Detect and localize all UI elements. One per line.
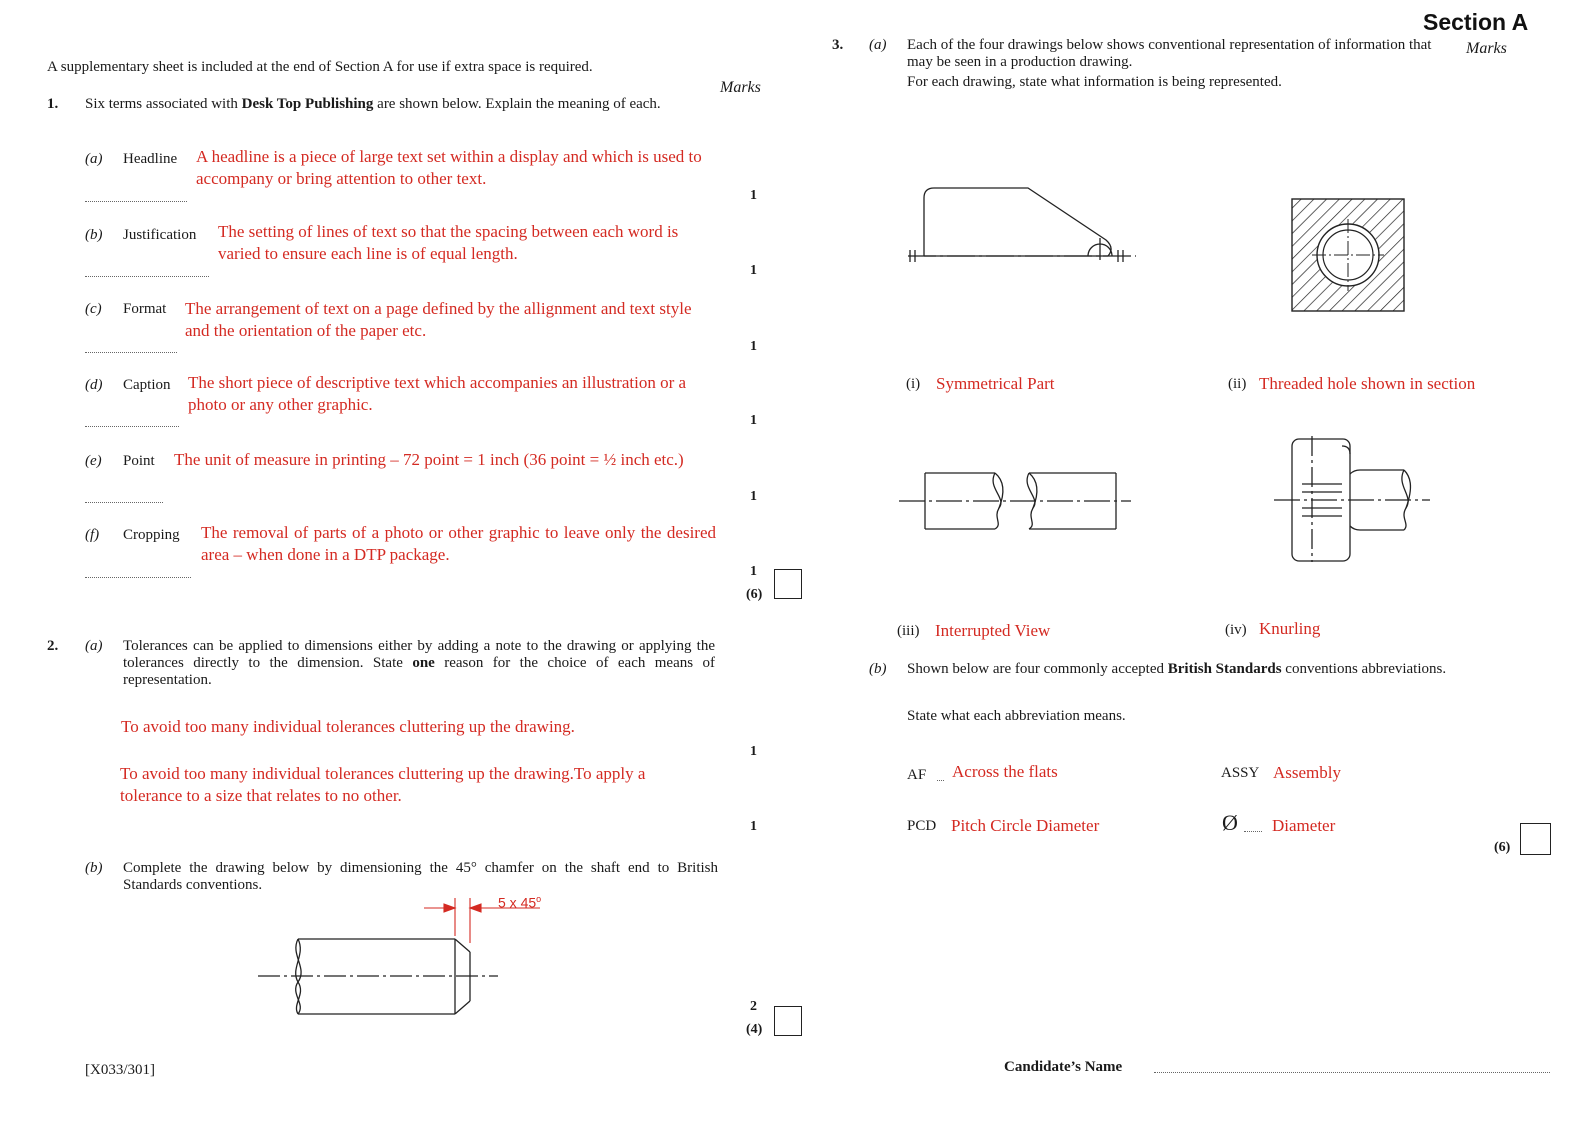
chamfer-shaft-drawing (250, 890, 510, 1020)
abbr-diameter: Ø (1222, 810, 1238, 835)
q1c-answer-line (85, 352, 177, 353)
drawing-iv-numeral: (iv) (1225, 622, 1247, 638)
q3b-text: Shown below are four commonly accepted British Standards conventions abbreviations. (907, 661, 1447, 677)
abbr-pcd: PCD (907, 818, 937, 834)
q1f-term: Cropping (123, 527, 180, 543)
q2-mark-box[interactable] (774, 1006, 802, 1036)
q1e-letter: (e) (85, 453, 102, 469)
q2a-text: Tolerances can be applied to dimensions either by adding a note to the drawing or applying the tolerances directly to the dimension. State one reason for the choice of each means of representation. (123, 638, 715, 688)
drawing-iii-answer[interactable]: Interrupted View (935, 621, 1051, 640)
q1b-term: Justification (123, 227, 197, 243)
drawing-ii-answer[interactable]: Threaded hole shown in section (1259, 374, 1476, 393)
candidate-name-field[interactable] (1154, 1072, 1550, 1073)
question-number-1: 1. (47, 96, 59, 112)
q2a-mark-2: 1 (750, 819, 757, 834)
q3a-text: Each of the four drawings below shows conventional representation of information that may be seen in a production drawing. (907, 37, 1432, 70)
abbr-af-line (937, 780, 944, 781)
q1e-term: Point (123, 453, 155, 469)
q1b-letter: (b) (85, 227, 103, 243)
q2a-mark-1: 1 (750, 744, 757, 759)
q1d-letter: (d) (85, 377, 103, 393)
q1-mark-box[interactable] (774, 569, 802, 599)
question-number-2: 2. (47, 638, 59, 654)
q1c-term: Format (123, 301, 167, 317)
interrupted-view-drawing (895, 468, 1135, 534)
q1d-answer-line (85, 426, 179, 427)
q1c-mark: 1 (750, 339, 757, 354)
q2a-answer-2[interactable]: To avoid too many individual tolerances cluttering up the drawing.To apply a tolerance to a size that relates to no other. (120, 764, 646, 805)
section-title: Section A (1423, 9, 1529, 35)
q2-total: (4) (746, 1022, 763, 1037)
q1c-letter: (c) (85, 301, 102, 317)
abbr-af-meaning[interactable]: Across the flats (952, 762, 1058, 781)
abbr-af: AF (907, 767, 927, 783)
q3a-text-2: For each drawing, state what information is being represented. (907, 74, 1282, 90)
drawing-i-answer[interactable]: Symmetrical Part (936, 374, 1055, 393)
q1f-mark: 1 (750, 564, 757, 579)
symmetrical-part-drawing (900, 180, 1140, 270)
chamfer-dimension-label: 5 x 45$^o$ (498, 894, 542, 911)
marks-label-right: Marks (1466, 40, 1507, 57)
abbr-assy-meaning[interactable]: Assembly (1273, 763, 1341, 782)
q1f-letter: (f) (85, 527, 100, 543)
q1c-answer[interactable]: The arrangement of text on a page defined by the allignment and text style and the orientation of the paper etc. (185, 299, 692, 340)
drawing-ii-numeral: (ii) (1228, 376, 1247, 392)
q1f-answer[interactable]: The removal of parts of a photo or other graphic to leave only the desired area – when done in a DTP package. (201, 523, 716, 564)
abbr-pcd-meaning[interactable]: Pitch Circle Diameter (951, 816, 1100, 835)
drawing-iv-answer[interactable]: Knurling (1259, 619, 1321, 638)
q2b-letter: (b) (85, 860, 103, 876)
threaded-hole-drawing (1290, 197, 1406, 313)
q1b-answer[interactable]: The setting of lines of text so that the spacing between each word is varied to ensure each line is of equal length. (218, 222, 679, 263)
question-1-intro: Six terms associated with Desk Top Publishing are shown below. Explain the meaning of each. (85, 96, 661, 112)
q1a-term: Headline (123, 151, 178, 167)
q1a-mark: 1 (750, 188, 757, 203)
q1a-answer-line (85, 201, 187, 202)
q1b-mark: 1 (750, 263, 757, 278)
q1d-term: Caption (123, 377, 171, 393)
q1e-answer-line (85, 502, 163, 503)
paper-code: [X033/301] (85, 1062, 155, 1078)
q1b-answer-line (85, 276, 209, 277)
q2b-text: Complete the drawing below by dimensioning the 45° chamfer on the shaft end to British Standards conventions. (123, 860, 718, 893)
q1-total: (6) (746, 587, 763, 602)
abbr-assy: ASSY (1221, 765, 1260, 781)
q1e-answer[interactable]: The unit of measure in printing – 72 point = 1 inch (36 point = ½ inch etc.) (174, 450, 684, 469)
q3a-letter: (a) (869, 37, 887, 53)
supplementary-note: A supplementary sheet is included at the end of Section A for use if extra space is required. (47, 59, 593, 75)
q3-mark-box[interactable] (1520, 823, 1551, 855)
drawing-iii-numeral: (iii) (897, 623, 920, 639)
q2a-answer-1[interactable]: To avoid too many individual tolerances cluttering up the drawing. (121, 717, 575, 736)
q3b-letter: (b) (869, 661, 887, 677)
q2a-letter: (a) (85, 638, 103, 654)
q1a-letter: (a) (85, 151, 103, 167)
abbr-diameter-meaning[interactable]: Diameter (1272, 816, 1336, 835)
q1a-answer[interactable]: A headline is a piece of large text set within a display and which is used to accompany or bring attention to other text. (196, 147, 702, 188)
q1d-answer[interactable]: The short piece of descriptive text which accompanies an illustration or a photo or any other graphic. (188, 373, 687, 414)
candidate-name-label: Candidate’s Name (1004, 1059, 1123, 1075)
q2b-mark: 2 (750, 999, 757, 1014)
q1d-mark: 1 (750, 413, 757, 428)
q1e-mark: 1 (750, 489, 757, 504)
q3b-text-2: State what each abbreviation means. (907, 708, 1126, 724)
question-number-3: 3. (832, 37, 844, 53)
q3-total: (6) (1494, 840, 1511, 855)
knurling-drawing (1272, 434, 1432, 564)
marks-label: Marks (720, 79, 761, 96)
drawing-i-numeral: (i) (906, 376, 921, 392)
abbr-diameter-line (1244, 831, 1262, 832)
q1f-answer-line (85, 577, 191, 578)
